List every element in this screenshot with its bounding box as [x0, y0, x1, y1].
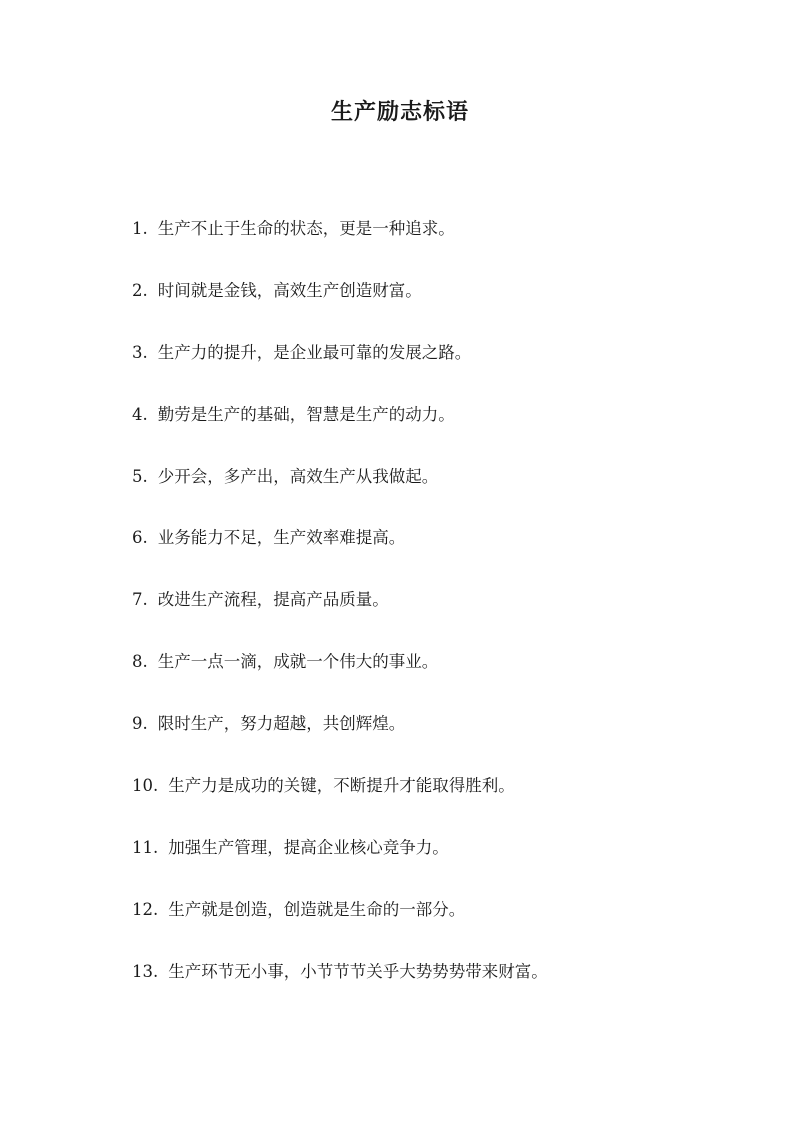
list-item	[132, 276, 752, 338]
list-item	[132, 833, 752, 895]
document-title: 生产励志标语	[330, 99, 469, 125]
list-item	[132, 771, 752, 833]
item-number: 13.	[132, 961, 159, 981]
item-text: 业务能力不足，生产效率难提高。	[157, 528, 406, 548]
item-number: 8.	[132, 652, 148, 672]
list-item	[132, 895, 752, 957]
item-text: 生产一点一滴，成就一个伟大的事业。	[157, 652, 439, 672]
list-item	[132, 400, 752, 462]
item-text: 生产就是创造，创造就是生命的一部分。	[168, 899, 466, 919]
item-text: 限时生产，努力超越，共创辉煌。	[157, 714, 406, 734]
item-text: 生产力的提升，是企业最可靠的发展之路。	[157, 342, 472, 362]
item-number: 3.	[132, 342, 148, 362]
list-item	[132, 585, 752, 647]
item-number: 7.	[132, 590, 148, 610]
item-text: 少开会，多产出，高效生产从我做起。	[157, 466, 439, 486]
list-item	[132, 338, 752, 400]
item-text: 加强生产管理，提高企业核心竞争力。	[168, 837, 449, 857]
list-item	[132, 709, 752, 771]
item-text: 勤劳是生产的基础，智慧是生产的动力。	[157, 404, 455, 424]
list-item	[132, 523, 752, 585]
list-item	[132, 214, 752, 276]
item-text: 生产环节无小事，小节节节关乎大势势势带来财富。	[168, 961, 548, 981]
list-item	[132, 647, 752, 709]
item-number: 10.	[132, 776, 159, 796]
item-number: 9.	[132, 714, 148, 734]
item-text: 改进生产流程，提高产品质量。	[157, 590, 389, 610]
list-item	[132, 957, 752, 1019]
item-number: 1.	[132, 219, 148, 238]
slogan-list	[132, 214, 752, 1019]
list-item	[132, 462, 752, 524]
item-text: 时间就是金钱，高效生产创造财富。	[157, 280, 422, 300]
item-number: 5.	[132, 466, 148, 486]
item-text: 生产力是成功的关键，不断提升才能取得胜利。	[168, 776, 515, 796]
item-number: 6.	[132, 528, 148, 548]
item-number: 11.	[132, 837, 159, 857]
item-number: 4.	[132, 404, 148, 424]
item-number: 12.	[132, 899, 159, 919]
item-text: 生产不止于生命的状态，更是一种追求。	[157, 219, 455, 238]
item-number: 2.	[132, 280, 148, 300]
